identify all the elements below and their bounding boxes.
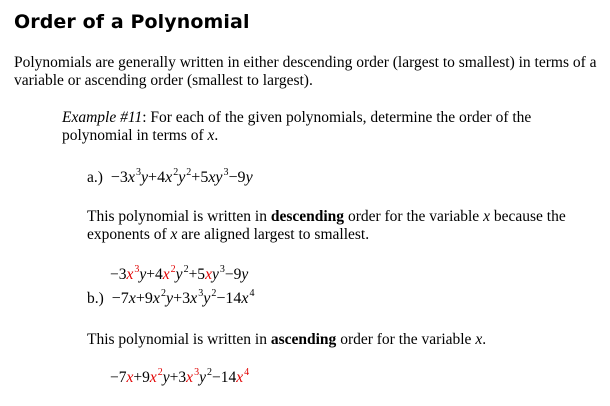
part-a-order-word: descending (270, 208, 345, 225)
part-b-expl-3: . (482, 331, 487, 348)
example-prompt (62, 109, 592, 145)
part-b-expl-1: This polynomial is written in (87, 331, 271, 348)
part-b-order-word: ascending (270, 331, 337, 348)
part-b-polynomial: $-7x+9x^2y+3x^3y^2-14x^4$ (111, 288, 255, 307)
example-text-end: . (214, 127, 219, 144)
part-a-expl-4: are aligned largest to smallest. (177, 226, 370, 243)
example-variable: x (207, 127, 215, 144)
part-a-highlighted-polynomial: $-3x^3y+4x^2y^2+5xy^3-9y$ (110, 264, 249, 283)
part-a-expl-3: because the exponents of (87, 208, 566, 243)
part-b-label: b.) (87, 290, 104, 307)
part-a-variable-2: x (170, 226, 178, 243)
part-b-row (87, 290, 254, 308)
part-b-variable: x (475, 331, 483, 348)
part-b-expl-2: order for the variable (336, 331, 476, 348)
part-a-expl-2: order for the variable (344, 208, 484, 225)
example-label: Example #11 (62, 109, 143, 126)
page-title: Order of a Polynomial (14, 11, 250, 33)
part-a-explanation (87, 208, 592, 244)
part-b-explanation (87, 331, 592, 349)
part-a-expl-1: This polynomial is written in (87, 208, 271, 225)
part-a-variable: x (483, 208, 490, 225)
example-text: : For each of the given polynomials, determine the order of the polynomial in terms of (62, 109, 532, 144)
intro-paragraph: Polynomials are generally written in either descending order (largest to smallest) in terms of a variable or ascending order (smallest to largest). (14, 54, 597, 89)
part-b-highlighted-polynomial: $-7x+9x^2y+3x^3y^2-14x^4$ (110, 367, 250, 386)
part-a-label: a.) (87, 169, 103, 186)
part-a-row (87, 169, 253, 187)
part-a-polynomial: $-3x^3y+4x^2y^2+5xy^3-9y$ (110, 167, 253, 186)
